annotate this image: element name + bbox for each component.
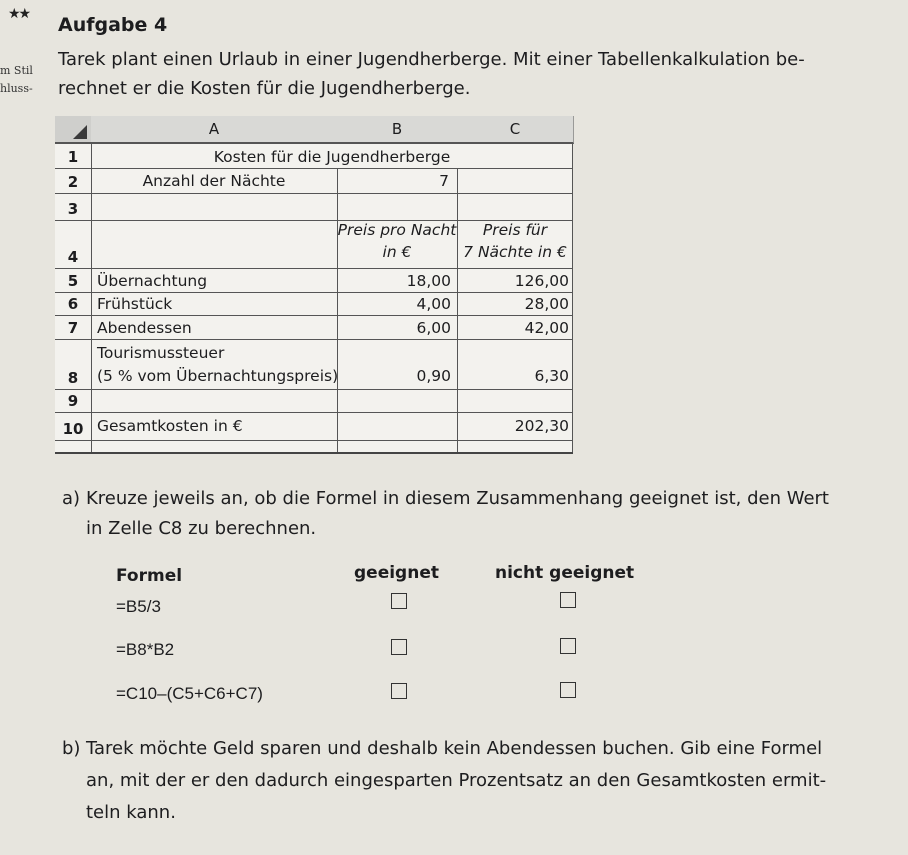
- grid-line: [55, 339, 573, 340]
- row-number: 1: [67, 148, 79, 166]
- header-c-line-2: 7 Nächte in €: [463, 243, 567, 261]
- nights-label-cell: Anzahl der Nächte: [142, 172, 286, 190]
- price-7-nights-cell: 42,00: [524, 319, 569, 337]
- row-number: 8: [67, 369, 79, 387]
- price-per-night-cell: 6,00: [416, 319, 451, 337]
- formula-option-2: =B8*B2: [116, 640, 175, 659]
- item-label-cell: Frühstück: [97, 295, 173, 313]
- item-label-cell: Übernachtung: [97, 272, 208, 290]
- tax-per-night-cell: 0,90: [416, 367, 451, 385]
- formula-option-1: =B5/3: [116, 597, 161, 616]
- not-suitable-column-header: nicht geeignet: [495, 563, 635, 583]
- header-c-line-1: Preis für: [482, 221, 548, 239]
- column-header-c: C: [457, 116, 574, 144]
- part-a-label: a): [62, 488, 81, 509]
- tax-label-line-2: (5 % vom Übernachtungspreis): [97, 367, 339, 385]
- row-number: 5: [67, 272, 79, 290]
- margin-note-line-1: m Stil: [0, 64, 33, 77]
- row-number: 6: [67, 295, 79, 313]
- suitable-checkbox-1[interactable]: [391, 593, 407, 609]
- part-b-line-1: Tarek möchte Geld sparen und deshalb kein Abendessen buchen. Gib eine Formel: [86, 738, 823, 759]
- header-b-line-2: in €: [382, 243, 412, 261]
- total-label-cell: Gesamtkosten in €: [97, 417, 243, 435]
- row-number: 4: [67, 248, 79, 266]
- task-title: Aufgabe 4: [58, 14, 168, 36]
- suitable-checkbox-3[interactable]: [391, 683, 407, 699]
- row-number: 9: [67, 392, 79, 410]
- part-b-label: b): [62, 738, 81, 759]
- grid-line: [55, 268, 573, 269]
- price-per-night-cell: 18,00: [406, 272, 451, 290]
- part-b-line-2: an, mit der er den dadurch eingesparten Prozentsatz an den Gesamtkosten ermit-: [86, 770, 827, 791]
- suitable-column-header: geeignet: [354, 563, 439, 583]
- column-header-a: A: [91, 116, 338, 144]
- part-a-line-1: Kreuze jeweils an, ob die Formel in diesem Zusammenhang geeignet ist, den Wert: [86, 488, 829, 509]
- grid-line: [572, 142, 573, 452]
- column-header-b: B: [337, 116, 458, 144]
- part-a-line-2: in Zelle C8 zu berechnen.: [86, 518, 317, 539]
- grid-line: [55, 412, 573, 413]
- difficulty-stars: ★★: [8, 6, 30, 22]
- row-number: 2: [67, 173, 79, 191]
- not-suitable-checkbox-1[interactable]: [560, 592, 576, 608]
- grid-line: [55, 292, 573, 293]
- tax-7-nights-cell: 6,30: [534, 367, 569, 385]
- row-number: 10: [62, 420, 84, 438]
- tax-label-line-1: Tourismussteuer: [97, 344, 225, 362]
- sheet-title-cell: Kosten für die Jugendherberge: [213, 148, 451, 166]
- margin-note-line-2: hluss-: [0, 82, 33, 95]
- row-number: 3: [67, 200, 79, 218]
- grid-line: [55, 168, 573, 169]
- intro-line-1: Tarek plant einen Urlaub in einer Jugendherberge. Mit einer Tabellenkalkulation be-: [58, 49, 805, 70]
- spreadsheet: [55, 116, 573, 454]
- formula-option-3: =C10–(C5+C6+C7): [116, 684, 263, 703]
- price-7-nights-cell: 28,00: [524, 295, 569, 313]
- price-per-night-cell: 4,00: [416, 295, 451, 313]
- not-suitable-checkbox-2[interactable]: [560, 638, 576, 654]
- price-7-nights-cell: 126,00: [514, 272, 569, 290]
- select-all-corner: [55, 116, 92, 144]
- grid-line: [55, 440, 573, 441]
- grid-line: [55, 315, 573, 316]
- part-b-line-3: teln kann.: [86, 802, 176, 823]
- nights-value-cell: 7: [439, 172, 449, 190]
- grid-line: [55, 193, 573, 194]
- intro-line-2: rechnet er die Kosten für die Jugendherberge.: [58, 78, 471, 99]
- header-b-line-1: Preis pro Nacht: [337, 221, 457, 239]
- formula-column-header: Formel: [116, 566, 183, 586]
- item-label-cell: Abendessen: [97, 319, 192, 337]
- suitable-checkbox-2[interactable]: [391, 639, 407, 655]
- total-value-cell: 202,30: [514, 417, 569, 435]
- not-suitable-checkbox-3[interactable]: [560, 682, 576, 698]
- grid-line: [55, 389, 573, 390]
- row-number: 7: [67, 319, 79, 337]
